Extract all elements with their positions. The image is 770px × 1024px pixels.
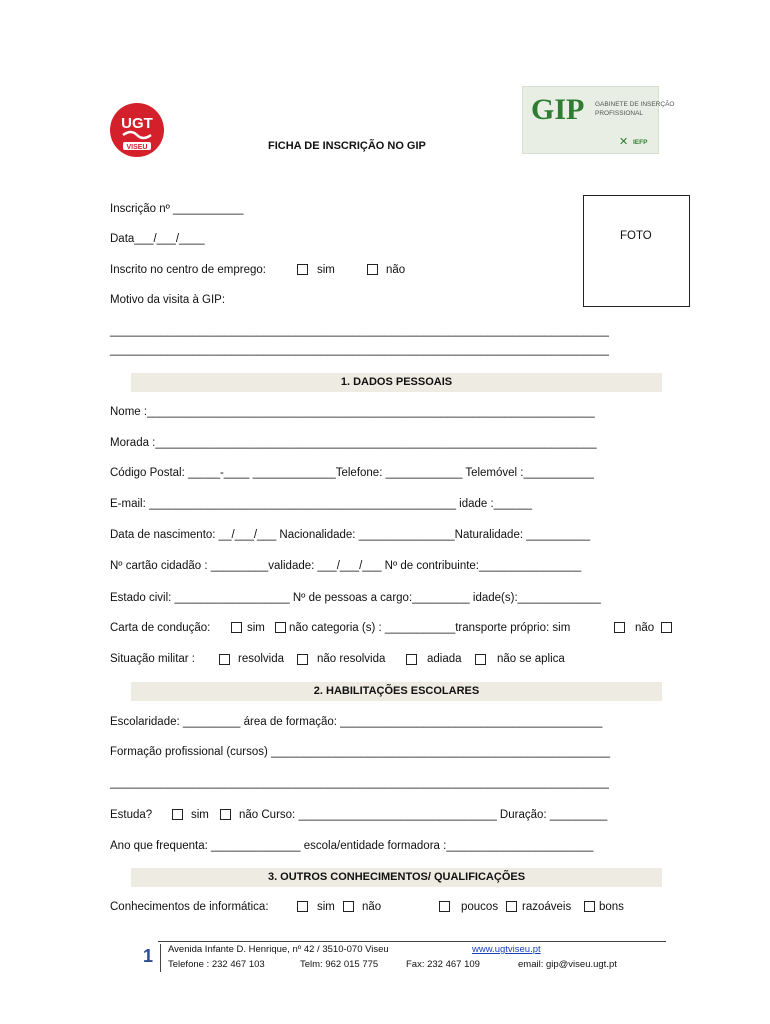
escolaridade-field: Escolaridade: _________ área de formação: _________________________________________ <box>110 716 603 728</box>
informatica-bons-checkbox[interactable] <box>584 901 595 912</box>
informatica-razoaveis-checkbox[interactable] <box>506 901 517 912</box>
informatica-bons-label: bons <box>599 901 624 913</box>
informatica-poucos-label: poucos <box>461 901 499 913</box>
ugt-logo-text: UGT <box>121 115 153 132</box>
militar-resolvida-checkbox[interactable] <box>219 654 230 665</box>
militar-nao-aplica-checkbox[interactable] <box>475 654 486 665</box>
section-2-title: 2. HABILITAÇÕES ESCOLARES <box>313 685 480 697</box>
carta-label: Carta de condução: <box>110 622 211 634</box>
footer-vertical-divider <box>160 944 161 972</box>
cartao-cidadao-field: Nº cartão cidadão : _________validade: ___/___/___ Nº de contribuinte:________________ <box>110 560 582 572</box>
nascimento-field: Data de nascimento: __/___/___ Nacionalidade: _______________Naturalidade: __________ <box>110 529 591 541</box>
footer-fax: Fax: 232 467 109 <box>406 959 480 970</box>
transporte-nao-label: não <box>635 622 655 634</box>
carta-nao-checkbox[interactable] <box>275 622 286 633</box>
codigo-postal-field: Código Postal: _____-____ _____________Telefone: ____________ Telemóvel :___________ <box>110 467 594 479</box>
informatica-razoaveis-label: razoáveis <box>522 901 572 913</box>
motivo-line-1: ______________________________________________________________________________ <box>110 325 609 337</box>
estado-civil-field: Estado civil: __________________ Nº de pessoas a cargo:_________ idade(s):_____________ <box>110 592 601 604</box>
centro-emprego-nao-checkbox[interactable] <box>367 264 378 275</box>
militar-label: Situação militar : <box>110 653 196 665</box>
ano-frequenta-field: Ano que frequenta: ______________ escola/entidade formadora :_______________________ <box>110 840 594 852</box>
militar-nao-aplica-label: não se aplica <box>497 653 565 665</box>
estuda-sim-checkbox[interactable] <box>172 809 183 820</box>
morada-field: Morada :_____________________________________________________________________ <box>110 437 597 449</box>
estuda-curso-field: não Curso: _______________________________ Duração: _________ <box>239 809 608 821</box>
photo-box <box>583 195 690 307</box>
motivo-label: Motivo da visita à GIP: <box>110 294 226 306</box>
photo-label: FOTO <box>620 230 652 242</box>
data-field: Data___/___/____ <box>110 233 205 245</box>
footer-email: email: gip@viseu.ugt.pt <box>518 959 617 970</box>
transporte-nao-checkbox[interactable] <box>661 622 672 633</box>
page-number: 1 <box>143 946 154 966</box>
informatica-nao-label: não <box>362 901 382 913</box>
estuda-nao-checkbox[interactable] <box>220 809 231 820</box>
page-title: FICHA DE INSCRIÇÃO NO GIP <box>268 140 426 152</box>
formacao-line: ______________________________________________________________________________ <box>110 777 609 789</box>
nome-field: Nome :______________________________________________________________________ <box>110 406 595 418</box>
gip-logo-line1: GABINETE DE INSERÇÃO <box>595 101 675 108</box>
ugt-logo-sub: VISEU <box>126 144 148 151</box>
gip-logo <box>522 86 675 154</box>
ugt-viseu-logo <box>109 102 165 158</box>
inscricao-field: Inscrição nº ___________ <box>110 203 244 215</box>
militar-nao-resolvida-checkbox[interactable] <box>297 654 308 665</box>
carta-nao-categoria-label: não categoria (s) : ___________transporte próprio: sim <box>289 622 571 634</box>
estuda-label: Estuda? <box>110 809 153 821</box>
informatica-sim-checkbox[interactable] <box>297 901 308 912</box>
email-field: E-mail: ________________________________________________ idade :______ <box>110 498 533 510</box>
informatica-label: Conhecimentos de informática: <box>110 901 269 913</box>
militar-adiada-checkbox[interactable] <box>406 654 417 665</box>
footer-divider <box>158 941 666 942</box>
carta-sim-label: sim <box>247 622 265 634</box>
footer-telefone: Telefone : 232 467 103 <box>168 959 265 970</box>
section-2-header <box>131 682 662 701</box>
gip-logo-main: GIP <box>531 93 585 126</box>
transporte-sim-checkbox[interactable] <box>614 622 625 633</box>
gip-logo-footer: IEFP <box>633 139 648 146</box>
informatica-poucos-checkbox[interactable] <box>439 901 450 912</box>
footer-telm: Telm: 962 015 775 <box>300 959 379 970</box>
section-3-header <box>131 868 662 887</box>
informatica-nao-checkbox[interactable] <box>343 901 354 912</box>
carta-sim-checkbox[interactable] <box>231 622 242 633</box>
militar-nao-resolvida-label: não resolvida <box>317 653 386 665</box>
footer-address: Avenida Infante D. Henrique, nº 42 / 3510-070 Viseu <box>168 944 389 955</box>
section-1-header <box>131 373 662 392</box>
militar-adiada-label: adiada <box>427 653 462 665</box>
militar-resolvida-label: resolvida <box>238 653 285 665</box>
centro-emprego-sim-label: sim <box>317 264 335 276</box>
footer-website[interactable]: www.ugtviseu.pt <box>472 944 541 955</box>
centro-emprego-label: Inscrito no centro de emprego: <box>110 264 266 276</box>
iefp-mark-icon: ✕ <box>619 136 629 148</box>
centro-emprego-nao-label: não <box>386 264 406 276</box>
centro-emprego-sim-checkbox[interactable] <box>297 264 308 275</box>
formacao-field: Formação profissional (cursos) _____________________________________________________ <box>110 746 611 758</box>
motivo-line-2: ______________________________________________________________________________ <box>110 344 609 356</box>
informatica-sim-label: sim <box>317 901 335 913</box>
section-1-title: 1. DADOS PESSOAIS <box>340 376 453 388</box>
gip-logo-line2: PROFISSIONAL <box>595 110 644 117</box>
estuda-sim-label: sim <box>191 809 209 821</box>
section-3-title: 3. OUTROS CONHECIMENTOS/ QUALIFICAÇÕES <box>267 871 526 883</box>
